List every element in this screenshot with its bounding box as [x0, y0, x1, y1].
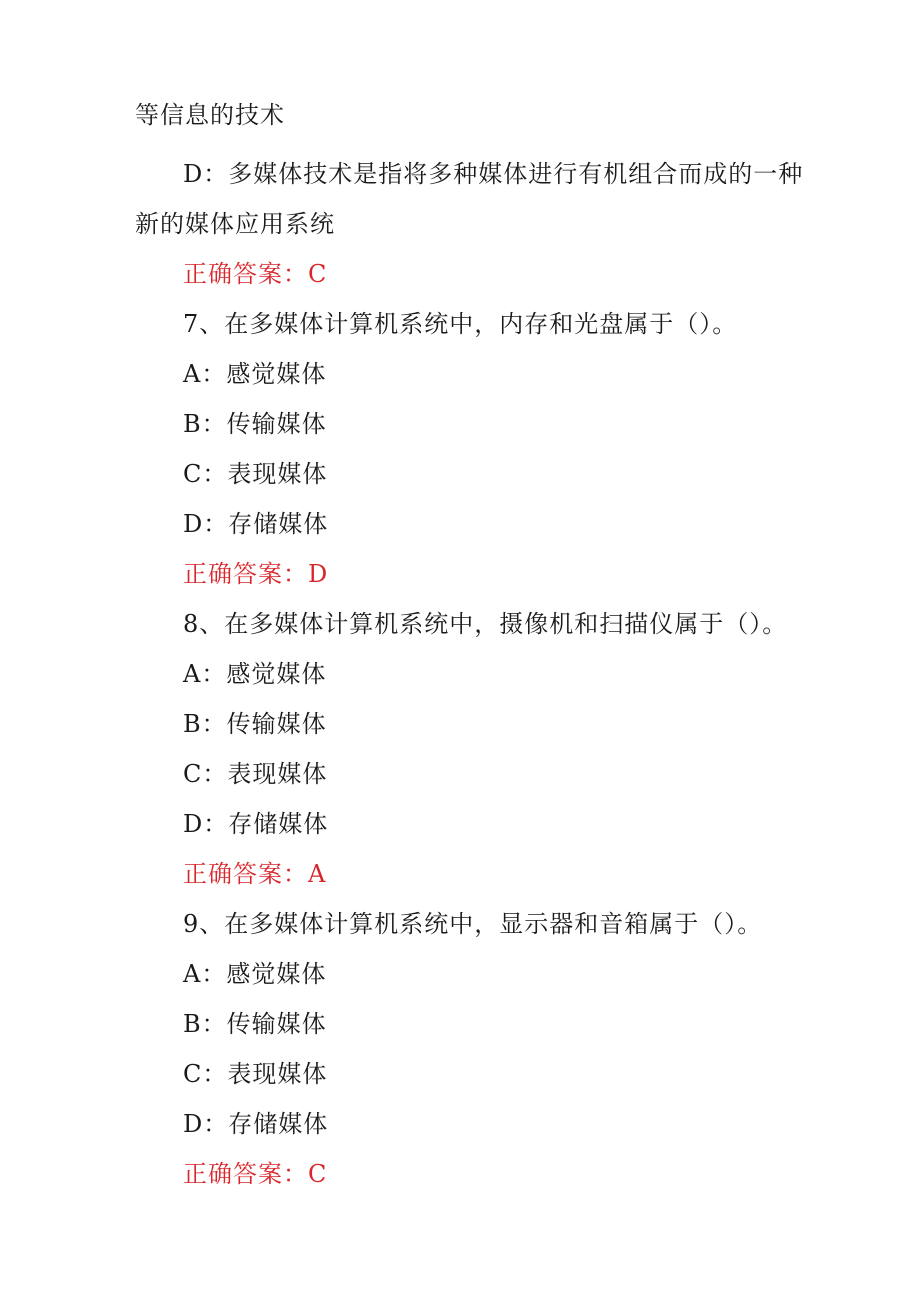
prev-question-continuation: 等信息的技术 — [135, 101, 285, 129]
question-9-stem: 9、在多媒体计算机系统中，显示器和音箱属于（）。 — [183, 910, 763, 938]
question-7-option-d: D：存储媒体 — [183, 510, 329, 538]
question-8-stem: 8、在多媒体计算机系统中，摄像机和扫描仪属于（）。 — [183, 610, 788, 638]
question-7-option-a: A：感觉媒体 — [183, 360, 327, 388]
question-9-option-d: D：存储媒体 — [183, 1110, 329, 1138]
question-7-option-b: B：传输媒体 — [183, 410, 327, 438]
question-9-option-c: C：表现媒体 — [183, 1060, 328, 1088]
question-8-answer: 正确答案：A — [183, 860, 327, 888]
prev-question-option-d-wrap: 新的媒体应用系统 — [135, 210, 335, 238]
question-8-option-a: A：感觉媒体 — [183, 660, 327, 688]
question-9-option-a: A：感觉媒体 — [183, 960, 327, 988]
question-7-answer: 正确答案：D — [183, 560, 329, 588]
question-7-stem: 7、在多媒体计算机系统中，内存和光盘属于（）。 — [183, 310, 738, 338]
question-7-option-c: C：表现媒体 — [183, 460, 328, 488]
question-8-option-c: C：表现媒体 — [183, 760, 328, 788]
question-8-option-b: B：传输媒体 — [183, 710, 327, 738]
prev-question-option-d: D：多媒体技术是指将多种媒体进行有机组合而成的一种 — [183, 160, 804, 188]
question-9-option-b: B：传输媒体 — [183, 1010, 327, 1038]
question-8-option-d: D：存储媒体 — [183, 810, 329, 838]
prev-question-answer: 正确答案：C — [183, 260, 328, 288]
question-9-answer: 正确答案：C — [183, 1160, 328, 1188]
